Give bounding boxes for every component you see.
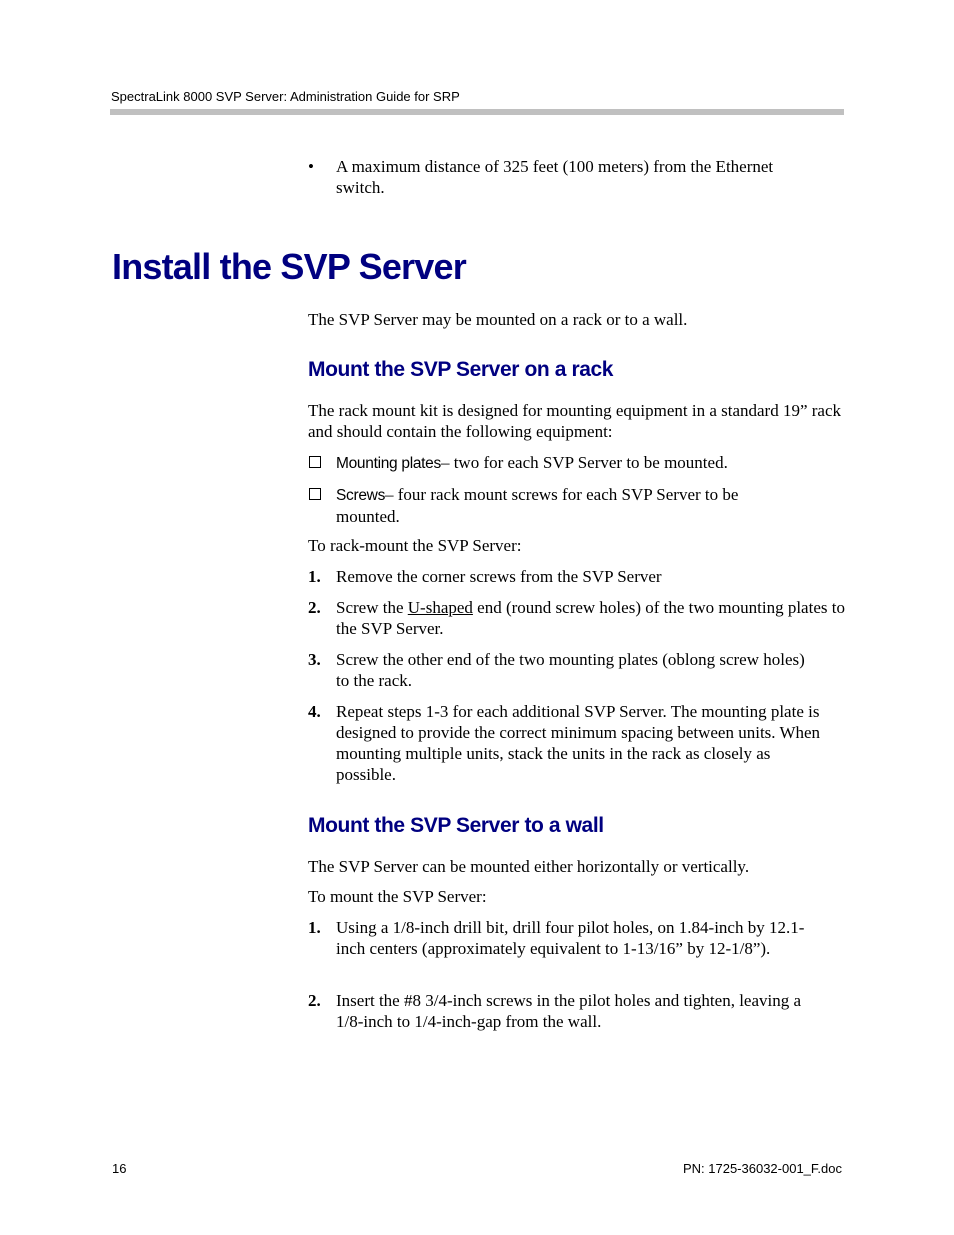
wall-intro: The SVP Server can be mounted either horizontally or vertically.: [308, 857, 750, 876]
checkbox-icon: [309, 456, 321, 468]
step-text-post: end (round screw holes) of the two mounting plates to the SVP Server.: [336, 598, 845, 638]
running-header: SpectraLink 8000 SVP Server: Administration Guide for SRP: [111, 89, 460, 104]
wall-heading: Mount the SVP Server to a wall: [308, 814, 604, 837]
equipment-term: Mounting plates: [336, 455, 441, 472]
step-number: 4.: [308, 702, 321, 721]
part-number: PN: 1725-36032-001_F.doc: [682, 1161, 842, 1176]
checkbox-icon: [309, 488, 321, 500]
step-item: [308, 597, 848, 639]
step-item: [308, 990, 848, 1032]
step-text-pre: Screw the: [336, 598, 408, 617]
rack-heading: Mount the SVP Server on a rack: [308, 358, 614, 381]
step-text: Insert the #8 3/4-inch screws in the pilot holes and tighten, leaving a 1/8-inch to 1/4-inch-gap from the wall.: [336, 991, 802, 1031]
page-number: 16: [112, 1161, 127, 1176]
wall-lead: To mount the SVP Server:: [308, 887, 487, 906]
bullet-marker: •: [308, 157, 314, 176]
step-text: Repeat steps 1-3 for each additional SVP Server. The mounting plate is designed to provide the correct minimum spacing between units. When mounting multiple units, stack the units in the rack as closely as possible.: [336, 702, 821, 784]
equipment-desc: – four rack mount screws for each SVP Server to be mounted.: [336, 485, 739, 526]
step-number: 3.: [308, 650, 321, 669]
step-text: Screw the other end of the two mounting plates (oblong screw holes) to the rack.: [336, 650, 805, 690]
equipment-item: [308, 484, 848, 527]
rack-intro: The rack mount kit is designed for mounting equipment in a standard 19” rack and should contain the following equipment:: [308, 401, 842, 441]
step-number: 1.: [308, 918, 321, 937]
section-intro: The SVP Server may be mounted on a rack or to a wall.: [308, 310, 688, 329]
section-title: Install the SVP Server: [112, 246, 466, 287]
step-item: [308, 649, 848, 691]
bullet-text: A maximum distance of 325 feet (100 meters) from the Ethernet switch.: [336, 157, 774, 197]
step-number: 2.: [308, 598, 321, 617]
step-item: [308, 701, 848, 785]
rack-lead: To rack-mount the SVP Server:: [308, 536, 522, 555]
header-divider: [110, 109, 844, 115]
equipment-desc: – two for each SVP Server to be mounted.: [440, 453, 728, 472]
step-text: Remove the corner screws from the SVP Server: [336, 567, 662, 586]
u-shaped-link[interactable]: U-shaped: [407, 598, 473, 617]
step-item: [308, 566, 848, 587]
equipment-item: [308, 452, 848, 474]
step-text: Using a 1/8-inch drill bit, drill four pilot holes, on 1.84-inch by 12.1-inch centers (approximately equivalent to 1-13/16” by 12-1/8”).: [336, 918, 805, 958]
step-item: [308, 917, 848, 959]
step-number: 1.: [308, 567, 321, 586]
bullet-item: [308, 156, 848, 198]
step-number: 2.: [308, 991, 321, 1010]
equipment-term: Screws: [336, 487, 386, 504]
